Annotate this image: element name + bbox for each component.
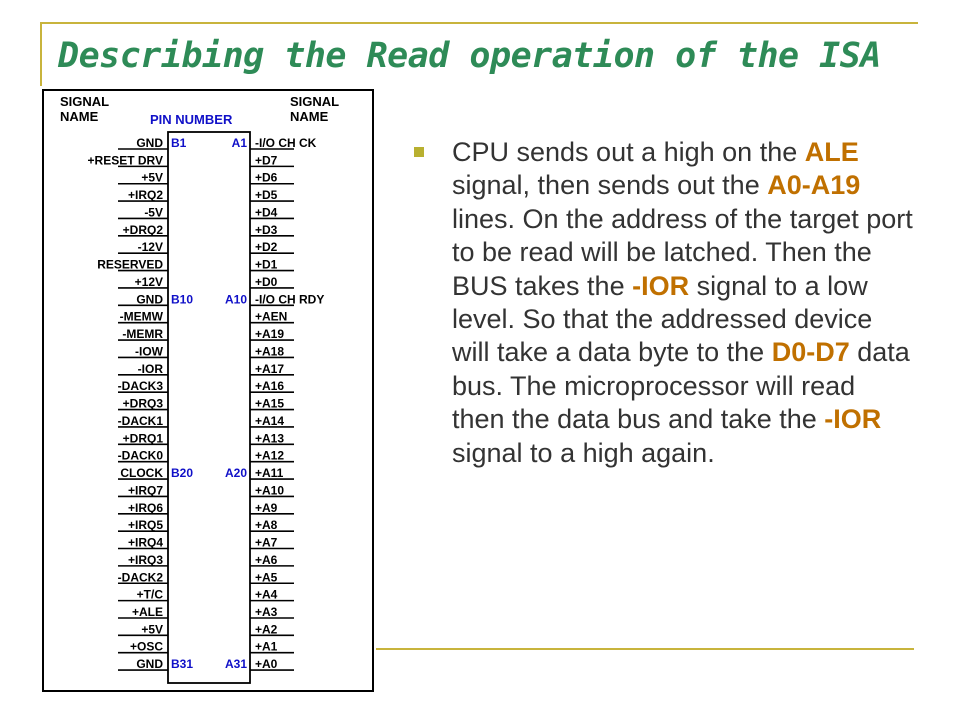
signal-name-header: NAME xyxy=(290,109,329,124)
b-side-signal-label: -MEMW xyxy=(119,309,163,324)
a-pin-number: A31 xyxy=(224,657,247,672)
b-side-signal-label: -5V xyxy=(144,205,163,220)
b-side-signal-label: -DACK0 xyxy=(117,448,163,463)
a-side-signal-label: +D7 xyxy=(255,153,278,168)
a-pin-number: A10 xyxy=(224,292,247,307)
a-side-signal-label: +A16 xyxy=(255,379,285,394)
a-side-signal-label: +A11 xyxy=(255,466,284,481)
b-side-signal-label: RESERVED xyxy=(97,257,163,272)
a-side-signal-label: +A4 xyxy=(255,587,278,602)
a-side-signal-label: +AEN xyxy=(255,309,288,324)
b-side-signal-label: +IRQ2 xyxy=(127,188,163,203)
signal-name-header: NAME xyxy=(60,109,99,124)
a-pin-number: A1 xyxy=(231,136,247,150)
a-side-signal-label: +D2 xyxy=(255,240,278,255)
b-side-signal-label: +5V xyxy=(141,170,163,185)
a-side-signal-label: +A14 xyxy=(255,413,285,428)
b-side-signal-label: +DRQ2 xyxy=(122,222,163,237)
b-side-signal-label: GND xyxy=(136,292,163,307)
bullet-text-segment: signal to a low level. So that the addressed device will take a data byte to the xyxy=(452,270,873,368)
a-side-signal-label: +A17 xyxy=(255,361,285,376)
b-side-signal-label: +IRQ3 xyxy=(127,552,163,567)
isa-pinout-diagram xyxy=(42,89,374,692)
a-side-signal-label: +A2 xyxy=(255,622,278,637)
connector-body xyxy=(168,132,250,683)
b-side-signal-label: +ALE xyxy=(131,604,163,619)
b-side-signal-label: +OSC xyxy=(129,639,163,654)
a-side-signal-label: +A3 xyxy=(255,604,278,619)
b-pin-number: B31 xyxy=(171,657,194,672)
a-side-signal-label: +A6 xyxy=(255,552,278,567)
a-side-signal-label: +D5 xyxy=(255,188,278,203)
a-side-signal-label: +A12 xyxy=(255,448,285,463)
a-side-signal-label: +A10 xyxy=(255,483,285,498)
bullet-text-segment: signal to a high again. xyxy=(452,437,715,468)
b-side-signal-label: -DACK2 xyxy=(117,570,163,585)
a-side-signal-label: +A0 xyxy=(255,657,278,672)
b-side-signal-label: +DRQ1 xyxy=(122,431,163,446)
a-side-signal-label: +A7 xyxy=(255,535,278,550)
b-side-signal-label: -IOW xyxy=(135,344,163,359)
b-side-signal-label: +IRQ7 xyxy=(127,483,163,498)
frame-top-rule xyxy=(40,22,918,24)
frame-bottom-rule xyxy=(376,648,914,650)
frame-left-rule xyxy=(40,22,42,86)
a-side-signal-label: -I/O CH CK xyxy=(255,136,317,150)
a-side-signal-label: +A9 xyxy=(255,500,278,515)
highlighted-term: D0-D7 xyxy=(771,337,850,368)
bullet-item-read-operation xyxy=(452,136,914,470)
a-side-signal-label: +D4 xyxy=(255,205,278,220)
b-side-signal-label: GND xyxy=(136,136,163,150)
a-side-signal-label: +A1 xyxy=(255,639,278,654)
b-side-signal-label: +5V xyxy=(141,622,163,637)
a-side-signal-label: -I/O CH RDY xyxy=(255,292,325,307)
b-pin-number: B20 xyxy=(171,466,194,481)
a-side-signal-label: +D1 xyxy=(255,257,278,272)
b-side-signal-label: GND xyxy=(136,657,163,672)
highlighted-term: A0-A19 xyxy=(767,170,861,201)
highlighted-term: -IOR xyxy=(632,270,690,301)
b-side-signal-label: +RESET DRV xyxy=(87,153,163,168)
bullet-text-segment: CPU sends out a high on the xyxy=(452,137,805,167)
bullet-text-segment: lines. On the address of the target port to be read will be latched. Then the BUS takes the xyxy=(452,203,913,301)
b-side-signal-label: -MEMR xyxy=(122,327,163,342)
highlighted-term: -IOR xyxy=(824,404,882,435)
highlighted-term: ALE xyxy=(804,137,859,167)
b-side-signal-label: +IRQ4 xyxy=(127,535,163,550)
a-side-signal-label: +D3 xyxy=(255,222,278,237)
pinout-svg xyxy=(44,91,372,690)
slide-title: Describing the Read operation of the ISA xyxy=(58,36,881,76)
b-side-signal-label: -DACK3 xyxy=(117,379,163,394)
bullet-marker xyxy=(414,147,424,157)
a-side-signal-label: +A5 xyxy=(255,570,278,585)
b-side-signal-label: -IOR xyxy=(137,361,163,376)
b-side-signal-label: +IRQ5 xyxy=(127,518,163,533)
b-side-signal-label: CLOCK xyxy=(120,466,163,481)
b-side-signal-label: -DACK1 xyxy=(117,413,163,428)
a-side-signal-label: +A8 xyxy=(255,518,278,533)
b-pin-number: B10 xyxy=(171,292,194,307)
signal-name-header: SIGNAL xyxy=(290,94,340,109)
b-side-signal-label: +DRQ3 xyxy=(122,396,163,411)
bullet-text-segment: data bus. The microprocessor will read then the data bus and take the xyxy=(452,337,910,435)
a-side-signal-label: +A19 xyxy=(255,327,285,342)
signal-name-header: SIGNAL xyxy=(60,94,110,109)
a-side-signal-label: +A18 xyxy=(255,344,285,359)
a-pin-number: A20 xyxy=(224,466,247,481)
a-side-signal-label: +D6 xyxy=(255,170,278,185)
a-side-signal-label: +A15 xyxy=(255,396,285,411)
a-side-signal-label: +A13 xyxy=(255,431,285,446)
pin-number-header: PIN NUMBER xyxy=(150,112,233,127)
bullet-text-segment: signal, then sends out the xyxy=(452,170,768,201)
b-side-signal-label: +IRQ6 xyxy=(127,500,163,515)
b-pin-number: B1 xyxy=(171,136,187,150)
b-side-signal-label: +T/C xyxy=(136,587,163,602)
a-side-signal-label: +D0 xyxy=(255,274,278,289)
b-side-signal-label: +12V xyxy=(134,274,163,289)
b-side-signal-label: -12V xyxy=(137,240,163,255)
